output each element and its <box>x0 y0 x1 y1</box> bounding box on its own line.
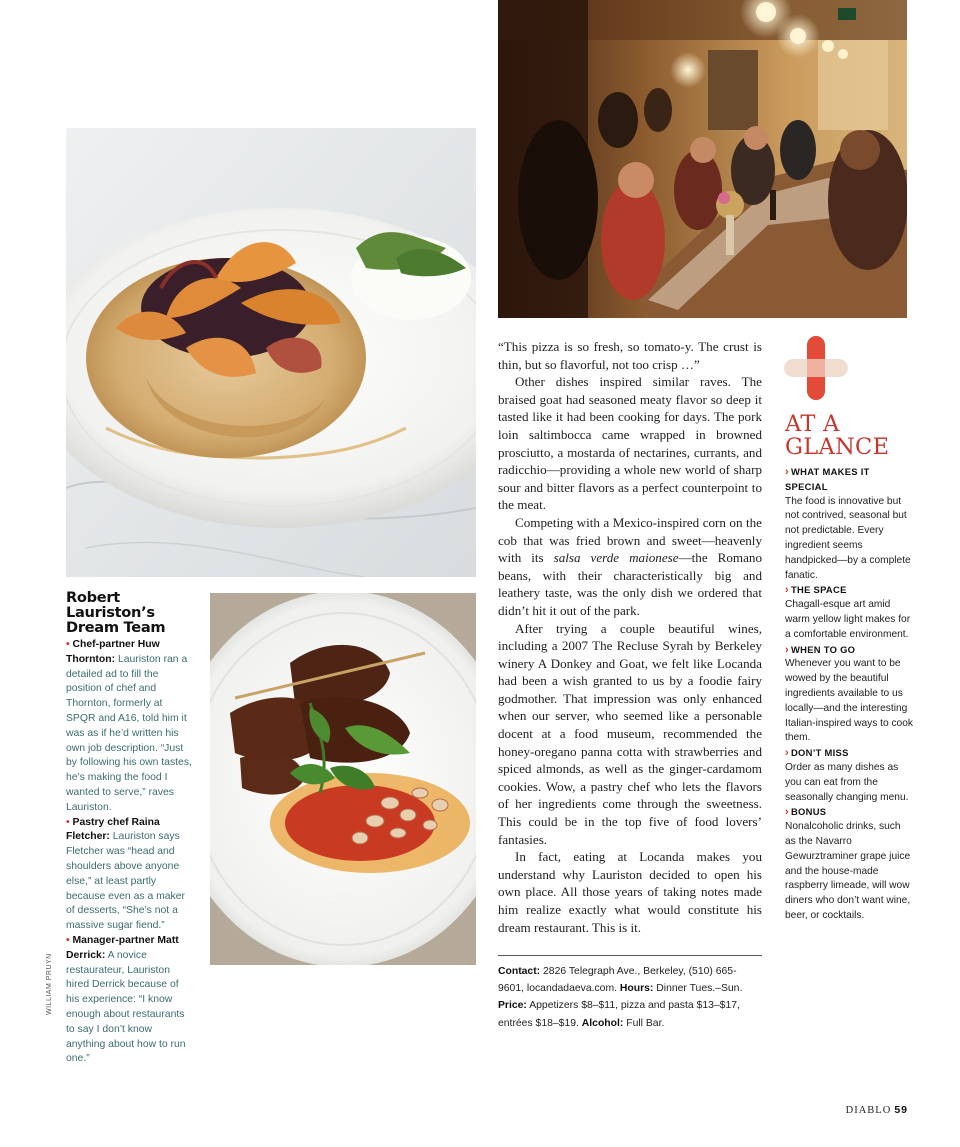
plus-cross-icon <box>784 336 848 400</box>
chevron-right-icon: › <box>785 584 789 597</box>
article-paragraph: After trying a couple beautiful wines, including a 2007 The Recluse Syrah by Berkeley winery A Donkey and Goat, we felt like Locanda had been a wish granted to us by a foodie fairy godmother. That impression was only enhanced when our server, who seemed like a personable docent at a food museum, recommended the honey-oregano panna cotta with strawberries and spiced almonds, as well as the ginger-cardamom cookies. Wow, a pastry chef who lets the flavors of her ingredients come through the sweetness. This could be in the top five of food lovers’ fantasies. <box>498 620 762 847</box>
bullet-icon: • <box>66 934 73 946</box>
glance-section-dont-miss: › DON’T MISS Order as many dishes as you can eat from the seasonally changing menu. <box>785 747 909 803</box>
team-member-chef: • Chef-partner Huw Thornton: Lauriston ran a detailed ad to fill the position of chef and Thornton, formerly at SPQR and A16, told him it was as if he’d written his own job description. “Just by following his own tastes, he’s making the food I wanted to serve,” raves Lauriston. <box>66 639 192 813</box>
at-a-glance-list <box>785 465 913 924</box>
page-number: 59 <box>894 1104 908 1116</box>
magazine-name: DIABLO <box>845 1105 892 1116</box>
article-paragraph: Competing with a Mexico-inspired corn on the cob that was fried brown and sweet—heavenly with its salsa verde maionese—the Romano beans, with their characteristically big and leathery taste, was the only dish we ordered that didn’t hit it out of the park. <box>498 514 763 618</box>
at-a-glance-title: AT A GLANCE <box>785 411 890 460</box>
team-member-manager: • Manager-partner Matt Derrick: A novice restaurateur, Lauriston hired Derrick because of his experience: “I know enough about restaurants to say I don’t know anything about how to run one.” <box>66 934 186 1065</box>
bullet-icon: • <box>66 816 73 828</box>
divider <box>498 955 762 956</box>
article-paragraph: “This pizza is so fresh, so tomato-y. The crust is thin, but so flavorful, not too crisp …” <box>498 339 762 372</box>
glance-section-special: › WHAT MAKES IT SPECIAL The food is innovative but not contrived, seasonal but not predictable. Every ingredient seems handpicked—by a complete fanatic. <box>785 466 911 581</box>
photo-credit: WILLIAM PRUYN <box>46 953 53 1015</box>
bullet-icon: • <box>66 639 73 650</box>
team-member-pastry-chef: • Pastry chef Raina Fletcher: Lauriston says Fletcher was “head and shoulders above anyone else,” at least partly because even as a maker of desserts, “She’s not a massive sugar fiend.” <box>66 816 185 932</box>
glance-section-when: › WHEN TO GO Whenever you want to be wowed by the beautiful ingredients available to us locally—and the interesting Italian-inspired ways to cook them. <box>785 643 913 744</box>
article-body <box>498 338 762 936</box>
article-paragraph: In fact, eating at Locanda makes you understand why Lauriston decided to open his own place. All those years of taking notes made him realize exactly what would constitute his dream restaurant. This is it. <box>498 849 762 935</box>
contact-info: Contact: 2826 Telegraph Ave., Berkeley, (510) 665-9601, locandadaeva.com. Hours: Dinner Tues.–Sun. Price: Appetizers $8–$11, pizza and pasta $13–$17, entrées $18–$19. Alcohol: Full Bar. <box>498 966 743 1029</box>
peach-tart-photo <box>66 128 476 577</box>
chevron-right-icon: › <box>785 466 789 478</box>
dream-team-sidebar <box>66 590 192 1067</box>
page-folio <box>846 1104 908 1116</box>
glance-section-space: › THE SPACE Chagall-esque art amid warm yellow light makes for a comfortable environment. <box>785 584 911 640</box>
chevron-right-icon: › <box>785 747 789 760</box>
chevron-right-icon: › <box>785 643 789 656</box>
glance-section-bonus: › BONUS Nonalcoholic drinks, such as the Navarro Gewurztraminer grape juice and the house-made raspberry limeade, will wow diners who don’t want wine, beer, or cocktails. <box>785 806 911 921</box>
dream-team-title: Robert Lauriston’s Dream Team <box>66 589 166 636</box>
restaurant-dining-room-photo <box>498 0 907 318</box>
chevron-right-icon: › <box>785 806 789 819</box>
article-paragraph: Other dishes inspired similar raves. The braised goat had seasoned meaty flavor so deep it tasted like it had been cooking for days. The pork loin saltimbocca came wrapped in browned prosciutto, a mostarda of nectarines, currants, and radicchio—providing a whole new world of sharp sour and bitter flavors as a perfect counterpoint to the meat. <box>498 374 762 513</box>
meat-and-beans-dish-photo <box>210 593 476 965</box>
